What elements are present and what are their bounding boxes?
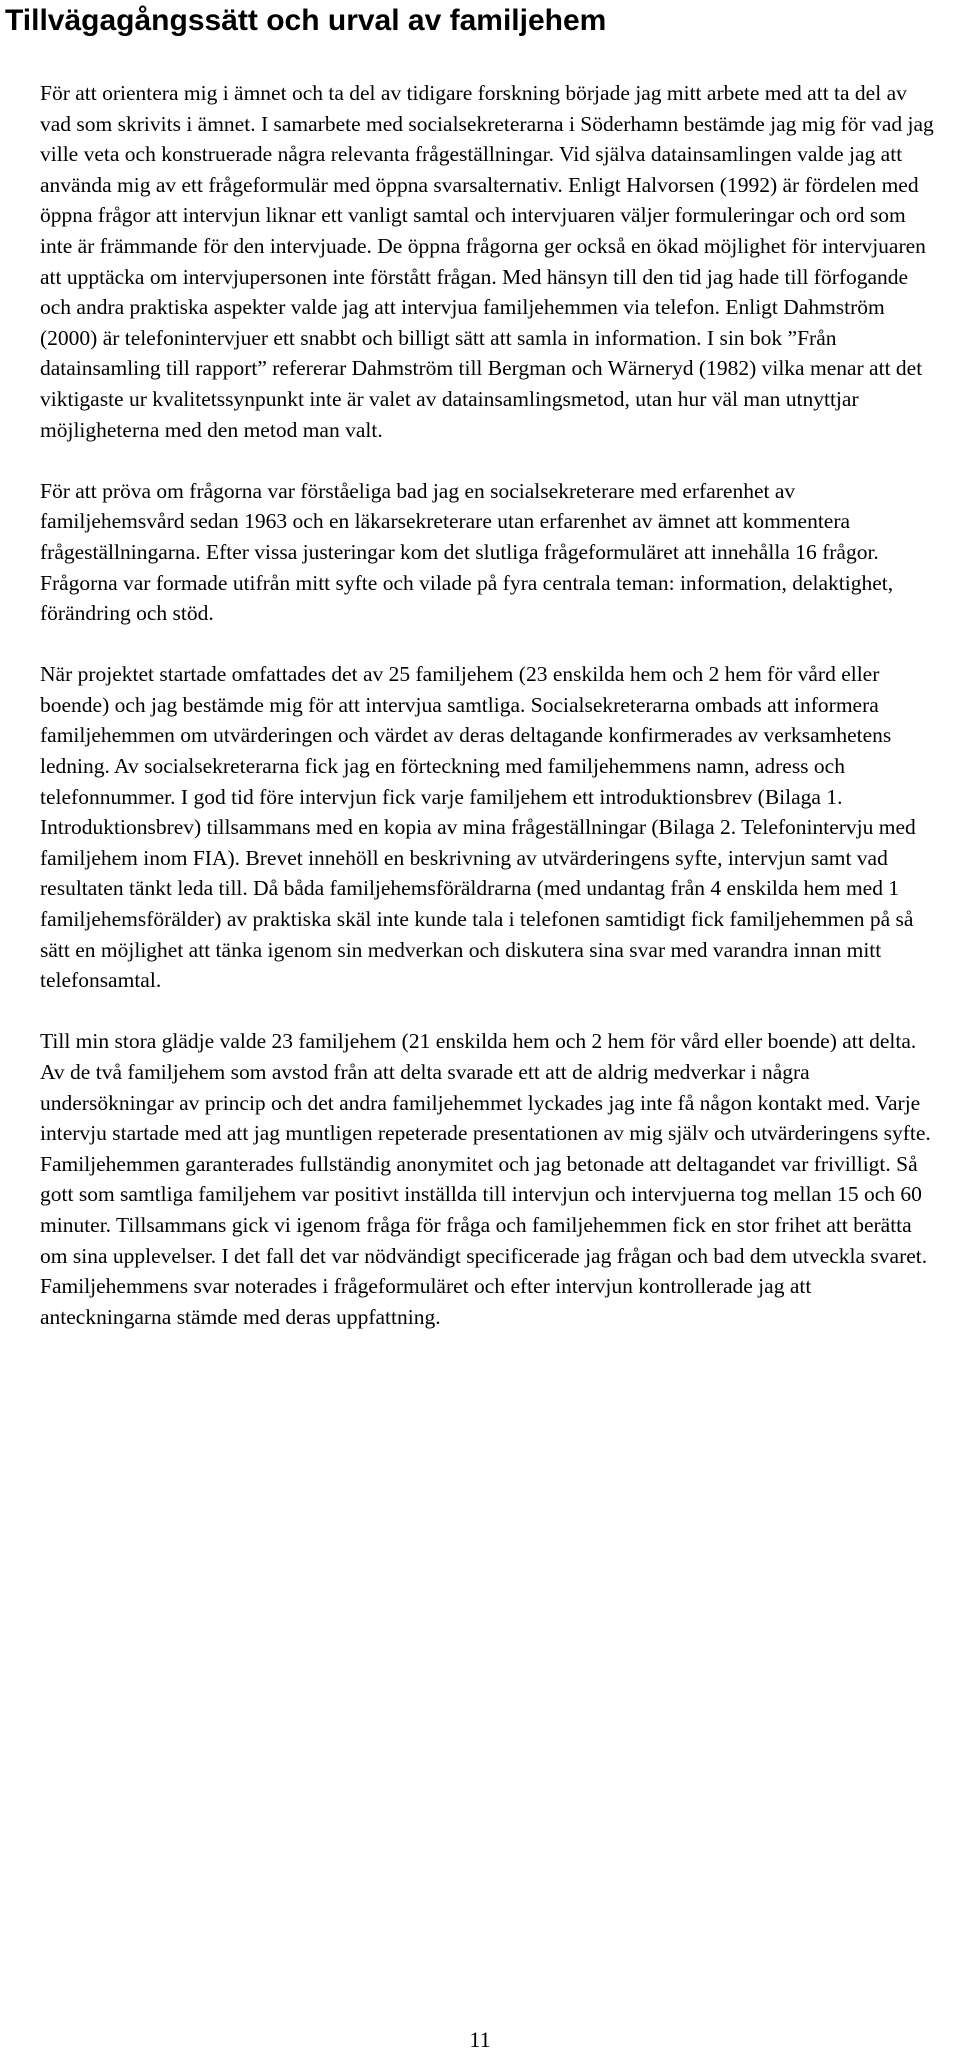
paragraph-method-intro: För att orientera mig i ämnet och ta del av tidigare forskning började jag mitt arbete med att ta del av vad som skrivits i ämnet. I samarbete med socialsekreterarna i Söderhamn bestämde jag mig för vad jag ville veta och konstruerade några relevanta frågeställningar. Vid själva datainsamlingen valde jag att använda mig av ett frågeformulär med öppna svarsalternativ. Enligt Halvorsen (1992) är fördelen med öppna frågor att intervjun liknar ett vanligt samtal och intervjuaren väljer formuleringar och ord som inte är främmande för den intervjuade. De öppna frågorna ger också en ökad möjlighet för intervjuaren att upptäcka om intervjupersonen inte förstått frågan. Med hänsyn till den tid jag hade till förfogande och andra praktiska aspekter valde jag att intervjua familjehemmen via telefon. Enligt Dahmström (2000) är telefonintervjuer ett snabbt och billigt sätt att samla in information. I sin bok ”Från datainsamling till rapport” refererar Dahmström till Bergman och Wärneryd (1982) vilka menar att det viktigaste ur kvalitetssynpunkt inte är valet av datainsamlingsmetod, utan hur väl man utnyttjar möjligheterna med den metod man valt. (40, 81, 934, 442)
section-heading: Tillvägagångssätt och urval av familjehem (5, 4, 607, 37)
paragraph-participation: Till min stora glädje valde 23 familjehem (21 enskilda hem och 2 hem för vård eller boende) att delta. Av de två familjehem som avstod från att delta svarade ett att de aldrig medverkar i några undersökningar av princip och det andra familjehemmet lyckades jag inte få någon kontakt med. Varje intervju startade med att jag muntligen repeterade presentationen av mig själv och utvärderingens syfte. Familjehemmen garanterades fullständig anonymitet och jag betonade att deltagandet var frivilligt. Så gott som samtliga familjehem var positivt inställda till intervjun och intervjuerna tog mellan 15 och 60 minuter. Tillsammans gick vi igenom fråga för fråga och familjehemmen fick en stor frihet att berätta om sina upplevelser. I det fall det var nödvändigt specificerade jag frågan och bad dem utveckla svaret. Familjehemmens svar noterades i frågeformuläret och efter intervjun kontrollerade jag att anteckningarna stämde med deras uppfattning. (40, 1029, 931, 1329)
page-number: 11 (469, 2027, 491, 2052)
paragraph-sample-selection: När projektet startade omfattades det av 25 familjehem (23 enskilda hem och 2 hem för vård eller boende) och jag bestämde mig för att intervjua samtliga. Socialsekreterarna ombads att informera familjehemmen om utvärderingen och värdet av deras deltagande konfirmerades av verksamhetens ledning. Av socialsekreterarna fick jag en förteckning med familjehemmens namn, adress och telefonnummer. I god tid före intervjun fick varje familjehem ett introduktionsbrev (Bilaga 1. Introduktionsbrev) tillsammans med en kopia av mina frågeställningar (Bilaga 2. Telefonintervju med familjehem inom FIA). Brevet innehöll en beskrivning av utvärderingens syfte, intervjun samt vad resultaten tänkt leda till. Då båda familjehemsföräldrarna (med undantag från 4 enskilda hem med 1 familjehemsförälder) av praktiska skäl inte kunde tala i telefonen samtidigt fick familjehemmen på så sätt en möjlighet att tänka igenom sin medverkan och diskutera sina svar med varandra innan mitt telefonsamtal. (40, 662, 916, 993)
body-text (40, 78, 940, 1332)
paragraph-pilot-test: För att pröva om frågorna var förståeliga bad jag en socialsekreterare med erfarenhet av familjehemsvård sedan 1963 och en läkarsekreterare utan erfarenhet av ämnet att kommentera frågeställningarna. Efter vissa justeringar kom det slutliga frågeformuläret att innehålla 16 frågor. Frågorna var formade utifrån mitt syfte och vilade på fyra centrala teman: information, delaktighet, förändring och stöd. (40, 478, 894, 626)
